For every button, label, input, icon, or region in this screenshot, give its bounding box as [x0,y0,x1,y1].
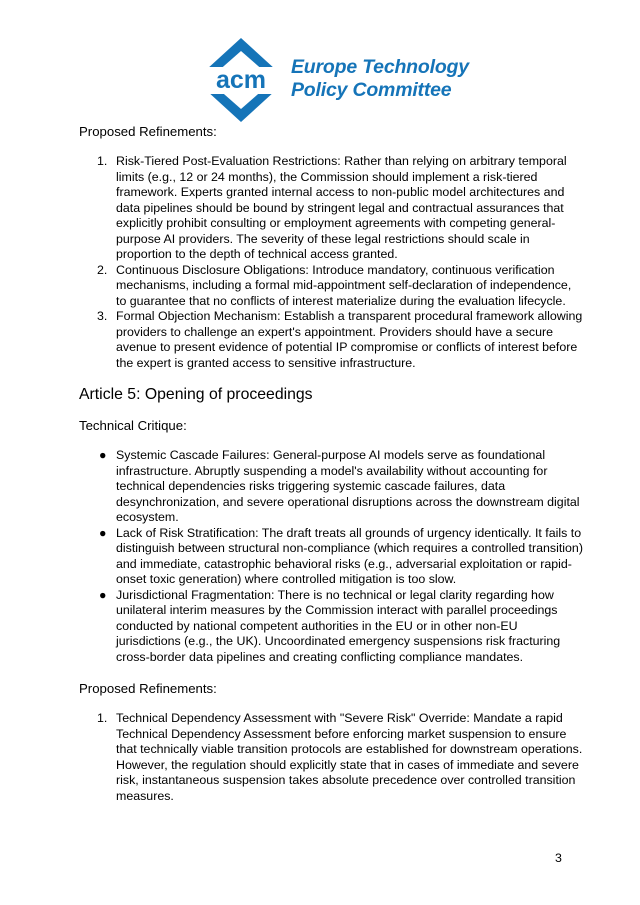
text-line: Lack of Risk Stratification: The draft treats all grounds of urgency identically. It fails to [116,525,582,540]
text-line: purpose AI providers. The severity of these legal restrictions should scale in [116,231,530,246]
text-line: the expert is granted access to sensitive infrastructure. [116,355,416,370]
logo-line-1: Europe Technology [291,56,469,78]
text-line: measures. [116,788,174,803]
list-marker: 3. [97,309,108,323]
refinements-list-2 [0,711,640,804]
acm-europe-logo [191,36,469,124]
list-item [0,588,640,666]
list-marker: 1. [97,711,108,725]
text-line: technical dependencies risks triggering systemic cascade failures, data [116,479,506,493]
article-heading: Article 5: Opening of proceedings [79,386,313,403]
logo-line-2: Policy Committee [291,79,452,101]
refinements-heading-2: Proposed Refinements: [79,681,217,696]
refinements-list-1 [0,154,640,371]
list-item [0,263,640,310]
bullet-icon: ● [99,587,107,602]
text-line: avenue to present evidence of potential IP compromise or conflicts of interest before [116,340,578,354]
critique-heading: Technical Critique: [79,418,187,433]
text-line: Technical Dependency Assessment before enforcing market suspension to ensure [116,726,567,741]
text-line: to guarantee that no conflicts of interest materialize during the evaluation lifecycle. [116,293,566,308]
bullet-icon: ● [99,525,107,540]
text-line: limits (e.g., 12 or 24 months), the Commission should implement a risk-tiered [116,169,538,184]
bullet-icon: ● [99,448,107,462]
acm-diamond-icon [191,36,291,124]
text-line: conducted by national competent authorities in the EU or in other non-EU [116,618,518,633]
list-item [0,309,640,371]
text-line: However, the regulation should explicitly state that in cases of immediate and severe [116,757,579,772]
text-line: Jurisdictional Fragmentation: There is no technical or legal clarity regarding how [116,587,554,602]
text-line: Formal Objection Mechanism: Establish a transparent procedural framework allowing [116,309,583,323]
list-marker: 1. [97,154,108,168]
critique-list [0,448,640,665]
text-line: ecosystem. [116,510,179,524]
page-number: 3 [555,851,562,865]
logo-mark-text: acm [215,66,267,94]
text-line: cross-border data pipelines and creating conflicting compliance mandates. [116,649,524,664]
text-line: Systemic Cascade Failures: General-purpose AI models serve as foundational [116,448,546,462]
text-line: framework. Experts granted internal access to non-public model architectures and [116,185,565,199]
text-line: explicitly prohibit consulting or employment agreements with competing general- [116,216,556,230]
text-line: proportion to the depth of technical access granted. [116,247,398,261]
text-line: mechanisms, including a formal mid-appointment self-declaration of independence, [116,278,572,292]
text-line: risk, instantaneous suspension takes absolute precedence over controlled transition [116,773,576,787]
text-line: Continuous Disclosure Obligations: Introduce mandatory, continuous verification [116,262,555,277]
text-line: Technical Dependency Assessment with "Severe Risk" Override: Mandate a rapid [116,711,563,725]
text-line: and immediate, catastrophic behavioral risks (e.g., adversarial exploitation or rapid- [116,556,572,571]
text-line: that technically viable transition protocols are established for downstream operations. [116,742,583,756]
list-item [0,448,640,526]
list-marker: 2. [97,262,108,277]
list-item [0,154,640,263]
text-line: infrastructure. Abruptly suspending a model's availability without accounting for [116,463,548,478]
list-item [0,526,640,588]
text-line: jurisdictions (e.g., the UK). Uncoordinated emergency suspensions risk fracturing [116,634,561,648]
text-line: unilateral interim measures by the Commission interact with parallel proceedings [116,603,558,617]
text-line: desynchronization, and severe operational disruptions across the downstream digital [116,494,580,509]
text-line: data pipelines should be bound by stringent legal and contractual assurances that [116,200,564,215]
refinements-heading-1: Proposed Refinements: [79,124,217,139]
text-line: providers to challenge an expert's appointment. Providers should have a secure [116,324,553,339]
text-line: Risk-Tiered Post-Evaluation Restrictions: Rather than relying on arbitrary temporal [116,154,567,168]
text-line: onset toxic generation) where controlled mitigation is too slow. [116,572,457,586]
list-item [0,711,640,804]
text-line: distinguish between structural non-compliance (which requires a controlled transition) [116,541,583,555]
